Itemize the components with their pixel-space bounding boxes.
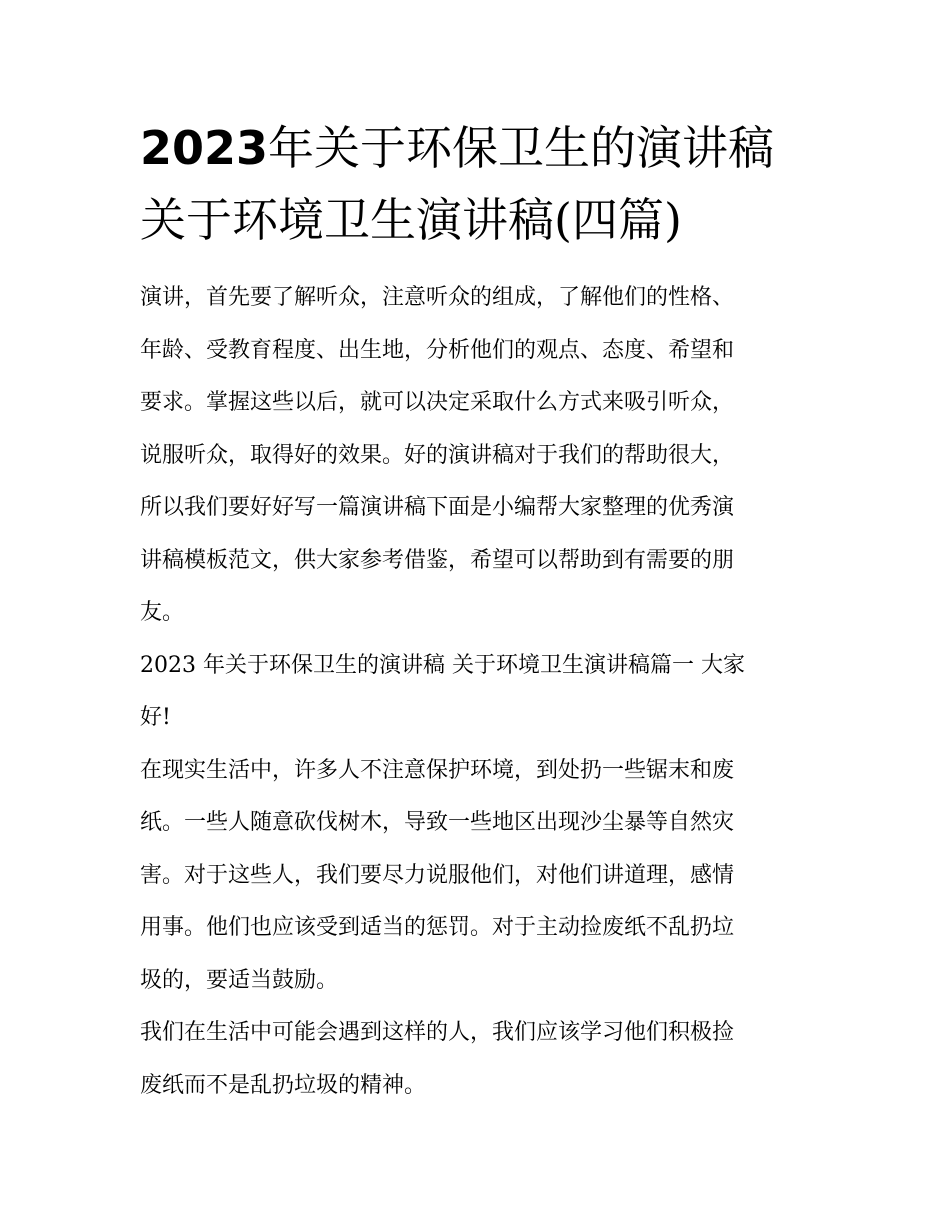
paragraph-intro [140, 272, 820, 640]
text-line: 用事。他们也应该受到适当的惩罚。对于主动捡废纸不乱扔垃 [140, 915, 735, 940]
text-line: 说服听众，取得好的效果。好的演讲稿对于我们的帮助很大， [140, 442, 735, 468]
text-line: 我们在生活中可能会遇到这样的人，我们应该学习他们积极捡 [140, 1020, 735, 1045]
document-page [140, 112, 820, 1112]
text-line: 好! [140, 705, 171, 730]
document-body [140, 272, 820, 1112]
text-line: 讲稿模板范文，供大家参考借鉴，希望可以帮助到有需要的朋 [140, 547, 735, 573]
text-line: 2023 年关于环保卫生的演讲稿 关于环境卫生演讲稿篇一 大家 [140, 652, 745, 678]
text-line: 纸。一些人随意砍伐树木，导致一些地区出现沙尘暴等自然灾 [140, 810, 735, 835]
paragraph-learn [140, 1007, 820, 1112]
text-line: 害。对于这些人，我们要尽力说服他们，对他们讲道理，感情 [140, 862, 735, 888]
title-line-1-text: 年关于环保卫生的演讲稿 [268, 121, 775, 175]
text-line: 废纸而不是乱扔垃圾的精神。 [140, 1072, 427, 1098]
title-year: 2023 [140, 121, 269, 175]
text-line: 演讲，首先要了解听众，注意听众的组成，了解他们的性格、 [140, 285, 735, 310]
text-line: 年龄、受教育程度、出生地，分析他们的观点、态度、希望和 [140, 337, 735, 363]
paragraph-environment [140, 745, 820, 1008]
text-line: 圾的，要适当鼓励。 [140, 967, 339, 993]
paragraph-heading-greeting [140, 640, 820, 745]
document-title [140, 112, 820, 256]
text-line: 在现实生活中，许多人不注意保护环境，到处扔一些锯末和废 [140, 757, 735, 783]
title-line-2: 关于环境卫生演讲稿(四篇) [140, 193, 682, 247]
text-line: 所以我们要好好写一篇演讲稿下面是小编帮大家整理的优秀演 [140, 495, 735, 520]
text-line: 友。 [140, 600, 185, 625]
title-line-1 [140, 112, 820, 184]
text-line: 要求。掌握这些以后，就可以决定采取什么方式来吸引听众， [140, 390, 735, 415]
